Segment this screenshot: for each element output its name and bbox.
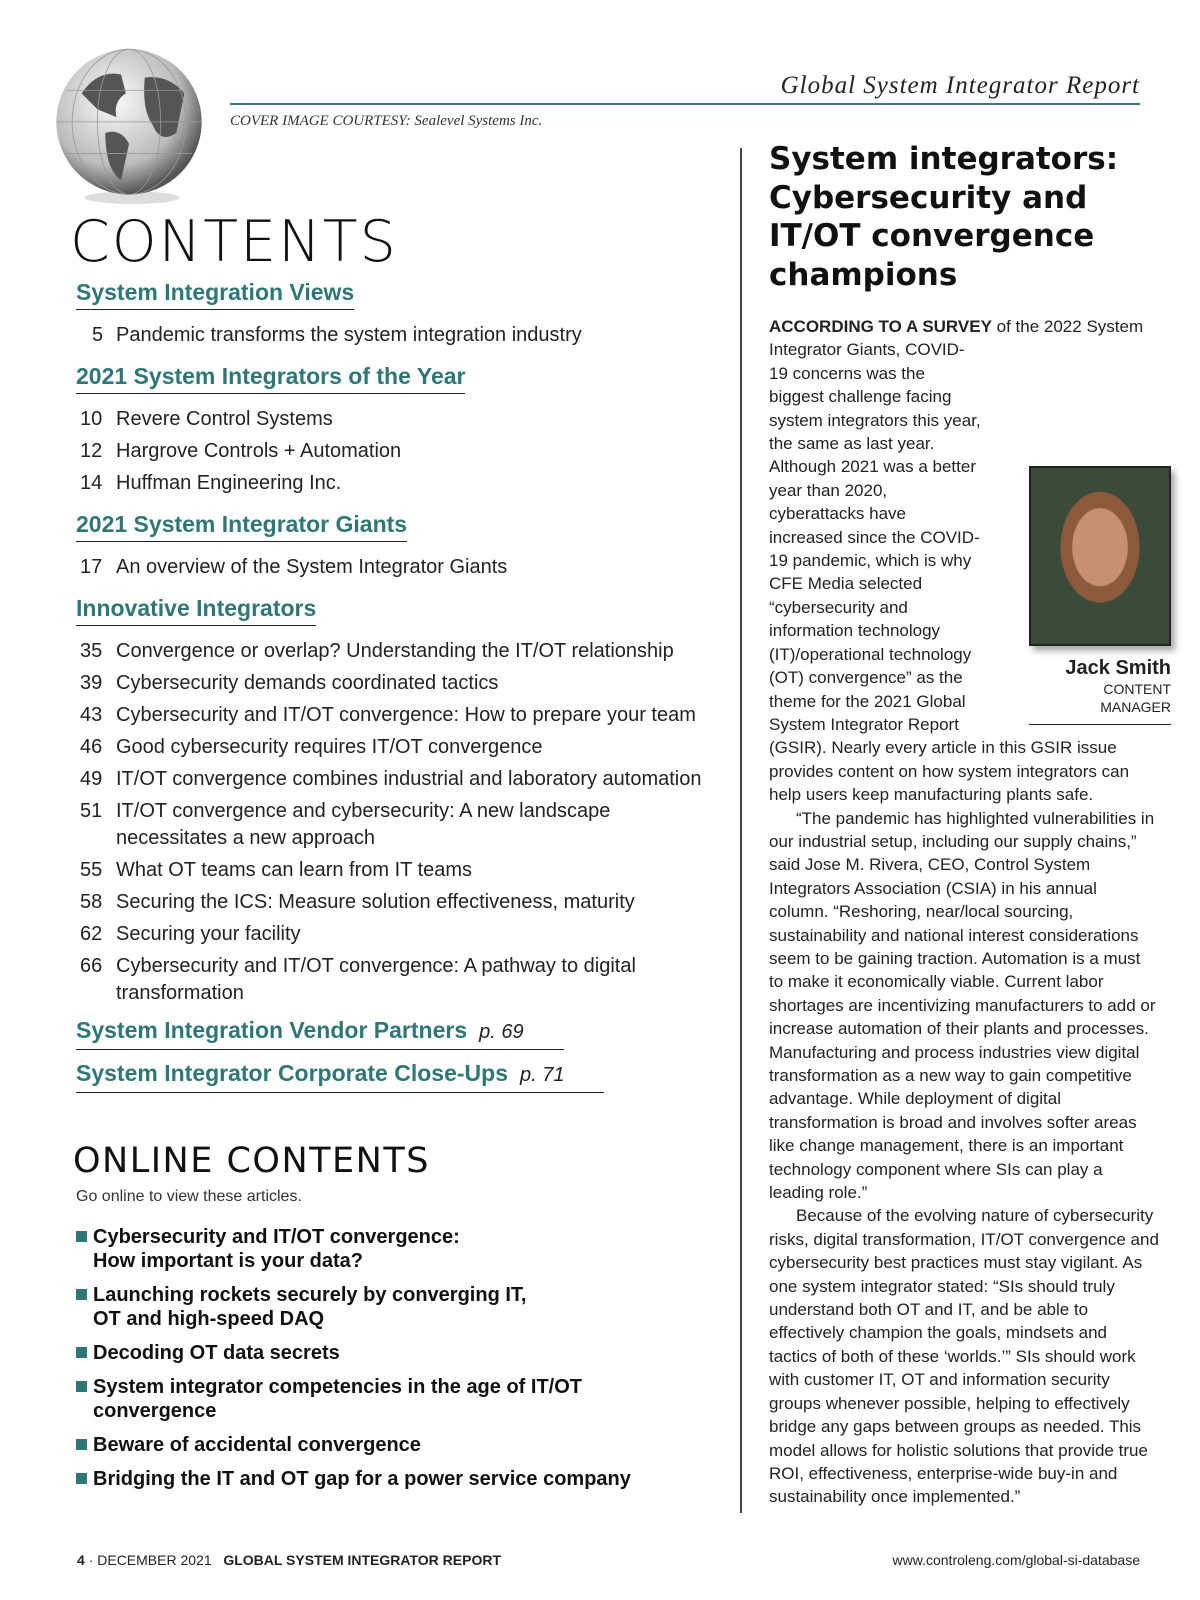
toc-section: [76, 595, 726, 1007]
toc-item[interactable]: [76, 889, 716, 916]
globe-logo-image: [50, 46, 208, 204]
article-body: [769, 315, 1171, 1509]
toc-page: 49: [80, 768, 103, 790]
toc-item[interactable]: [76, 438, 716, 465]
page-ref: p. 71: [519, 1064, 565, 1086]
toc-title: Good cybersecurity requires IT/OT convergence: [116, 736, 543, 758]
online-item[interactable]: [76, 1375, 636, 1423]
toc-section: [76, 279, 726, 349]
online-list: [76, 1225, 726, 1491]
online-item-title: Decoding OT data secrets: [93, 1342, 340, 1364]
section-heading-vendor-partners[interactable]: [76, 1017, 564, 1050]
section-heading: 2021 System Integrators of the Year: [76, 363, 465, 394]
toc-section: [76, 511, 726, 581]
toc-page: 51: [80, 800, 103, 822]
toc-title: Securing the ICS: Measure solution effectiveness, maturity: [116, 891, 635, 913]
page-ref: p. 69: [479, 1021, 524, 1043]
section-title: System Integrator Corporate Close-Ups: [76, 1060, 508, 1086]
toc-item[interactable]: [76, 734, 716, 761]
section-heading: System Integration Views: [76, 279, 354, 310]
toc-item[interactable]: [76, 554, 716, 581]
toc-item[interactable]: [76, 322, 716, 349]
toc-item[interactable]: [76, 953, 656, 1007]
toc-page: 66: [80, 955, 103, 977]
toc-item[interactable]: [76, 638, 716, 665]
toc-item[interactable]: [76, 857, 716, 884]
column-divider: [740, 148, 742, 1513]
cover-credit: COVER IMAGE COURTESY: Sealevel Systems Inc.: [230, 113, 543, 129]
toc-item[interactable]: [76, 670, 716, 697]
contents-column: [73, 279, 726, 1501]
toc-title: Securing your facility: [116, 923, 301, 945]
toc-page: 17: [80, 556, 103, 578]
toc-page: 5: [92, 324, 104, 346]
toc-page: 39: [80, 672, 103, 694]
online-item-title: Cybersecurity and IT/OT convergence: How important is your data?: [93, 1226, 460, 1272]
running-title: Global System Integrator Report: [780, 72, 1140, 99]
online-item[interactable]: [76, 1283, 546, 1331]
online-item[interactable]: [76, 1341, 636, 1365]
footer-url[interactable]: www.controleng.com/global-si-database: [892, 1552, 1140, 1568]
bullet-square-icon: [76, 1473, 87, 1484]
toc-title: An overview of the System Integrator Giants: [116, 556, 508, 578]
issue-date: DECEMBER 2021: [97, 1552, 212, 1568]
online-item-title: Beware of accidental convergence: [93, 1434, 421, 1456]
publication-name: GLOBAL SYSTEM INTEGRATOR REPORT: [223, 1552, 501, 1568]
section-heading: Innovative Integrators: [76, 595, 316, 626]
toc-title: Revere Control Systems: [116, 408, 333, 430]
bullet-square-icon: [76, 1231, 87, 1242]
online-item-title: System integrator competencies in the age of IT/OT convergence: [93, 1376, 582, 1422]
toc-page: 43: [80, 704, 103, 726]
paragraph-2: “The pandemic has highlighted vulnerabilities in our industrial setup, including our supply chains,” said Jose M. Rivera, CEO, Control System Integrators Association (CSIA) in his annual column. “Reshoring, near/local sourcing, sustainability and national interest considerations seem to be gaining traction. Automation is a must to make it economically viable. Current labor shortages are incentivizing manufacturers to add or increase automation of their plants and processes. Manufacturing and process industries view digital transformation as a new way to gain competitive advantage. While deployment of digital transformation is broad and involves softer areas like change management, there is an important technology component where SIs can play a leading role.”: [769, 808, 1156, 1203]
toc-title: IT/OT convergence combines industrial and laboratory automation: [116, 768, 702, 790]
online-item[interactable]: [76, 1467, 636, 1491]
toc-section: [76, 1017, 726, 1050]
toc-section: [76, 363, 726, 497]
toc-title: Cybersecurity and IT/OT convergence: A pathway to digital transformation: [116, 955, 636, 1004]
toc-page: 10: [80, 408, 103, 430]
toc-section: [76, 1060, 726, 1093]
article-title: System integrators: Cybersecurity and IT/OT convergence champions: [769, 141, 1119, 293]
toc-page: 14: [80, 472, 103, 494]
paragraph-1: of the 2022 System Integrator Giants, COVID-19 concerns was the biggest challenge facing system integrators this year, the same as last year. Although 2021 was a better year than 2020, cyberattacks have increased since the COVID-19 pandemic, which is why CFE Media selected “cybersecurity and information technology (IT)/operational technology (OT) convergence” as the theme for the 2021 Global System Integrator Report (GSIR). Nearly every article in this GSIR issue provides content on how system integrators can help users keep manufacturing plants safe.: [769, 317, 1144, 805]
toc-title: Pandemic transforms the system integration industry: [116, 324, 582, 346]
header-rule: [230, 103, 1140, 105]
toc-page: 35: [80, 640, 103, 662]
online-item[interactable]: [76, 1225, 496, 1273]
online-item[interactable]: [76, 1433, 636, 1457]
section-heading: 2021 System Integrator Giants: [76, 511, 407, 542]
toc-item[interactable]: [76, 702, 716, 729]
toc-page: 62: [80, 923, 103, 945]
bullet-square-icon: [76, 1381, 87, 1392]
toc-title: Hargrove Controls + Automation: [116, 440, 402, 462]
toc-title: What OT teams can learn from IT teams: [116, 859, 473, 881]
online-item-title: Launching rockets securely by converging IT, OT and high-speed DAQ: [93, 1284, 527, 1330]
toc-page: 58: [80, 891, 103, 913]
bullet-square-icon: [76, 1347, 87, 1358]
toc-item[interactable]: [76, 470, 716, 497]
toc-title: Cybersecurity and IT/OT convergence: How to prepare your team: [116, 704, 696, 726]
toc-title: Huffman Engineering Inc.: [116, 472, 342, 494]
toc-item[interactable]: [76, 406, 716, 433]
toc-title: Convergence or overlap? Understanding the IT/OT relationship: [116, 640, 674, 662]
bullet-square-icon: [76, 1439, 87, 1450]
author-role: CONTENT MANAGER: [1029, 680, 1171, 725]
section-title: System Integration Vendor Partners: [76, 1017, 468, 1043]
article-lead: ACCORDING TO A SURVEY: [769, 317, 992, 336]
online-item-title: Bridging the IT and OT gap for a power service company: [93, 1468, 631, 1490]
footer-left: 4 · DECEMBER 2021 GLOBAL SYSTEM INTEGRATOR REPORT: [77, 1552, 501, 1568]
toc-title: IT/OT convergence and cybersecurity: A new landscape necessitates a new approach: [116, 800, 611, 849]
author-box: [991, 466, 1171, 725]
contents-title: CONTENTS: [70, 209, 398, 275]
page-number: 4: [77, 1552, 85, 1568]
toc-title: Cybersecurity demands coordinated tactics: [116, 672, 499, 694]
paragraph-3: Because of the evolving nature of cybersecurity risks, digital transformation, IT/OT convergence and cybersecurity best practices must stay vigilant. As one system integrator stated: “SIs should truly understand both OT and IT, and be able to effectively champion the goals, mindsets and tactics of both of these ‘worlds.’” SIs should work with customer IT, OT and information security groups whenever possible, helping to effectively bridge any gaps between groups as needed. This model allows for holistic solutions that provide true ROI, effectiveness, enterprise-wide buy-in and sustainability once implemented.”: [769, 1206, 1159, 1507]
author-name: Jack Smith: [1065, 657, 1171, 680]
toc-item[interactable]: [76, 766, 716, 793]
bullet-square-icon: [76, 1289, 87, 1300]
toc-item[interactable]: [76, 921, 716, 948]
online-contents-title: ONLINE CONTENTS: [73, 1141, 430, 1181]
section-heading-close-ups[interactable]: [76, 1060, 604, 1093]
toc-item[interactable]: [76, 798, 656, 852]
toc-page: 12: [80, 440, 103, 462]
toc-page: 55: [80, 859, 103, 881]
author-photo: [1029, 466, 1171, 646]
toc-page: 46: [80, 736, 103, 758]
online-contents-subtitle: Go online to view these articles.: [76, 1188, 302, 1205]
